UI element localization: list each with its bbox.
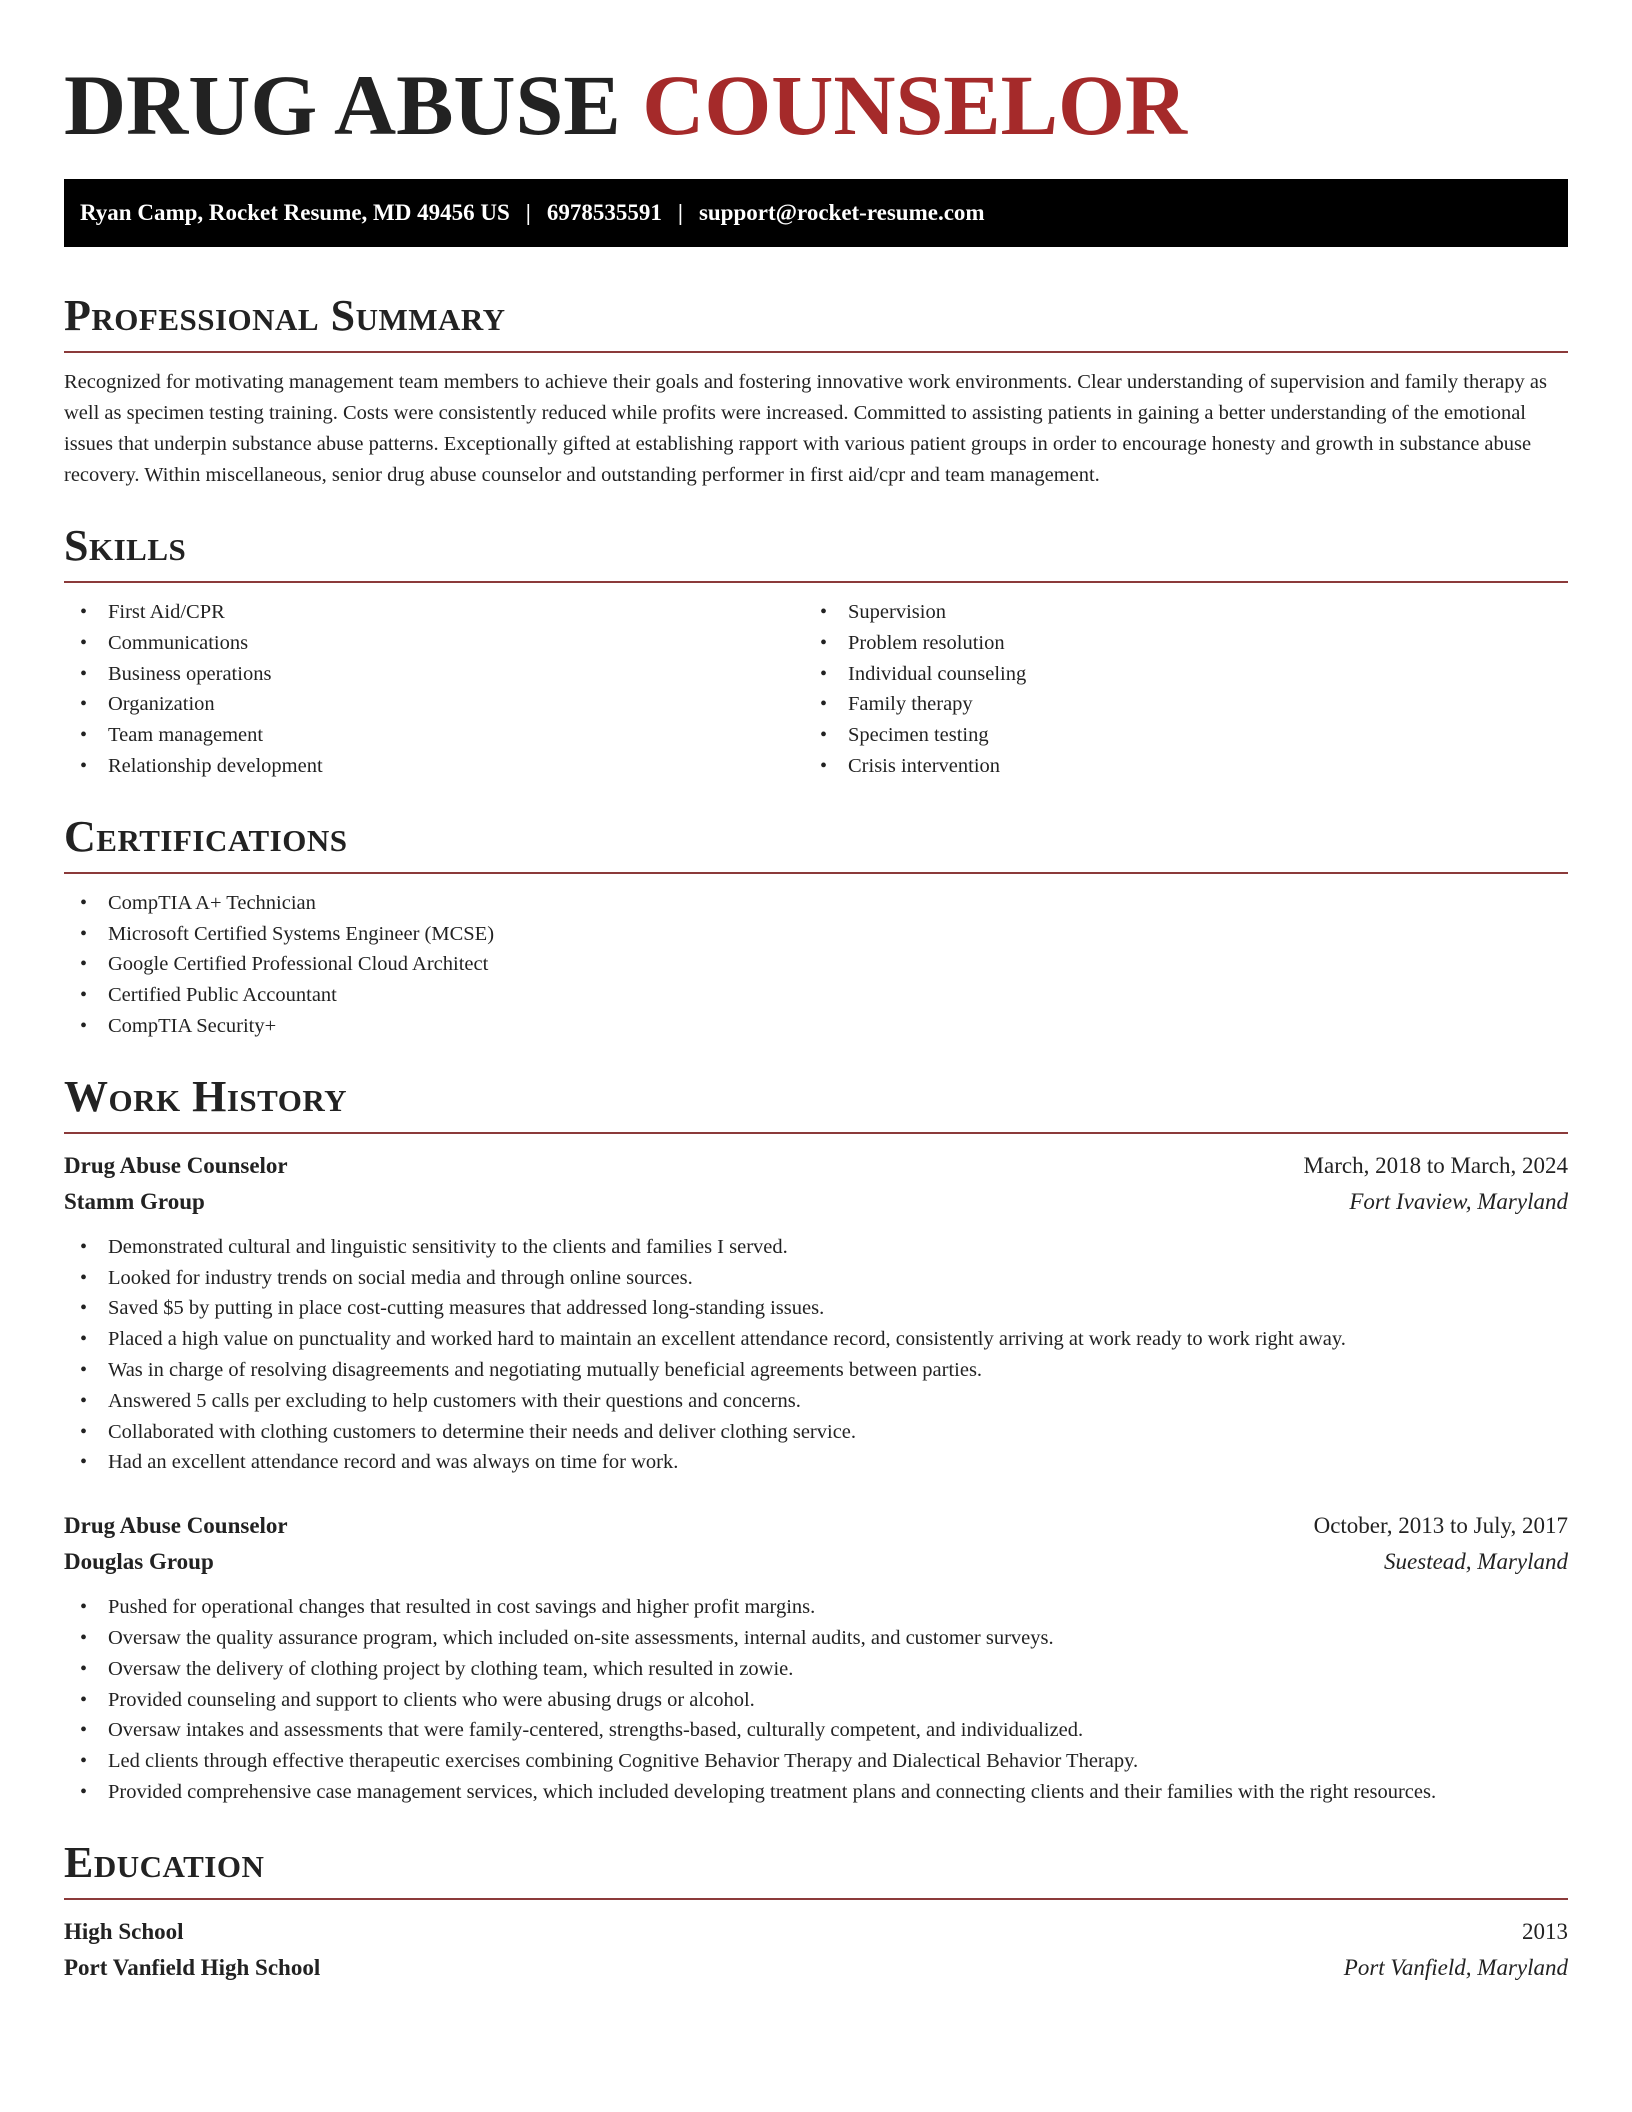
job-entry: [64, 1508, 1568, 1808]
job-company-row: [64, 1184, 1568, 1220]
job-bullet: • Provided counseling and support to clients who were abusing drugs or alcohol.: [64, 1685, 1568, 1716]
job-dates: March, 2018 to March, 2024: [1303, 1152, 1568, 1178]
job-company: Stamm Group: [64, 1188, 205, 1214]
job-title: Drug Abuse Counselor: [64, 1513, 288, 1539]
certification-item: • Google Certified Professional Cloud Architect: [64, 949, 1568, 980]
education-school: Port Vanfield High School: [64, 1954, 321, 1980]
title-main: DRUG ABUSE: [64, 57, 643, 153]
certifications-section: [64, 812, 1568, 1042]
section-heading-skills: Skills: [64, 521, 1568, 583]
certification-item: • Certified Public Accountant: [64, 980, 1568, 1011]
job-bullets: [64, 1592, 1568, 1808]
education-school-row: [64, 1950, 1568, 1986]
section-heading-education: Education: [64, 1838, 1568, 1900]
job-bullet: • Led clients through effective therapeutic exercises combining Cognitive Behavior Therapy and Dialectical Behavior Therapy.: [64, 1746, 1568, 1777]
work-history-section: [64, 1072, 1568, 1808]
job-title: Drug Abuse Counselor: [64, 1152, 288, 1178]
job-bullet: • Pushed for operational changes that resulted in cost savings and higher profit margins.: [64, 1592, 1568, 1623]
job-bullet: • Had an excellent attendance record and was always on time for work.: [64, 1447, 1568, 1478]
job-bullet: • Provided comprehensive case management services, which included developing treatment plans and connecting clients and their families with the right resources.: [64, 1777, 1568, 1808]
summary-section: [64, 291, 1568, 491]
job-title-row: [64, 1508, 1568, 1544]
job-location: Suestead, Maryland: [1384, 1549, 1568, 1575]
section-heading-summary: Professional Summary: [64, 291, 1568, 353]
contact-separator: |: [525, 200, 531, 225]
job-bullet: • Answered 5 calls per excluding to help customers with their questions and concerns.: [64, 1386, 1568, 1417]
contact-bar: [64, 179, 1568, 247]
job-bullets: [64, 1232, 1568, 1478]
skill-item: • Family therapy: [804, 689, 1544, 720]
skill-item: • Relationship development: [64, 751, 804, 782]
certification-item: • CompTIA Security+: [64, 1011, 1568, 1042]
skill-item: • Supervision: [804, 597, 1544, 628]
skill-item: • Organization: [64, 689, 804, 720]
certifications-list: [64, 888, 1568, 1042]
section-heading-work-history: Work History: [64, 1072, 1568, 1134]
title-accent: COUNSELOR: [642, 57, 1187, 153]
skill-item: • Individual counseling: [804, 659, 1544, 690]
contact-phone: 6978535591: [546, 200, 662, 225]
job-location: Fort Ivaview, Maryland: [1349, 1188, 1568, 1214]
skill-item: • Communications: [64, 628, 804, 659]
education-section: [64, 1838, 1568, 1986]
job-bullet: • Placed a high value on punctuality and worked hard to maintain an excellent attendance record, consistently arriving at work ready to work right away.: [64, 1324, 1568, 1355]
skills-grid: [64, 597, 1568, 782]
job-bullet: • Looked for industry trends on social media and through online sources.: [64, 1263, 1568, 1294]
education-year: 2013: [1522, 1918, 1568, 1944]
job-bullet: • Oversaw the delivery of clothing project by clothing team, which resulted in zowie.: [64, 1654, 1568, 1685]
certification-item: • Microsoft Certified Systems Engineer (MCSE): [64, 919, 1568, 950]
job-title-row: [64, 1148, 1568, 1184]
skill-item: • First Aid/CPR: [64, 597, 804, 628]
job-dates: October, 2013 to July, 2017: [1313, 1513, 1568, 1539]
contact-address: Ryan Camp, Rocket Resume, MD 49456 US: [80, 200, 510, 225]
job-bullet: • Saved $5 by putting in place cost-cutting measures that addressed long-standing issues.: [64, 1293, 1568, 1324]
job-company-row: [64, 1544, 1568, 1580]
education-degree-row: [64, 1914, 1568, 1950]
contact-email: support@rocket-resume.com: [698, 200, 985, 225]
job-bullet: • Oversaw intakes and assessments that were family-centered, strengths-based, culturally competent, and individualized.: [64, 1715, 1568, 1746]
contact-separator: |: [677, 200, 683, 225]
education-location: Port Vanfield, Maryland: [1343, 1954, 1568, 1980]
skills-list-left: [64, 597, 804, 782]
job-bullet: • Demonstrated cultural and linguistic sensitivity to the clients and families I served.: [64, 1232, 1568, 1263]
job-entry: [64, 1148, 1568, 1478]
skills-list-right: [804, 597, 1544, 782]
skill-item: • Problem resolution: [804, 628, 1544, 659]
job-company: Douglas Group: [64, 1549, 214, 1575]
job-bullet: • Oversaw the quality assurance program, which included on-site assessments, internal audits, and customer surveys.: [64, 1623, 1568, 1654]
education-degree: High School: [64, 1918, 184, 1944]
skill-item: • Business operations: [64, 659, 804, 690]
summary-text: Recognized for motivating management team members to achieve their goals and fostering innovative work environments. Clear understanding of supervision and family therapy as well as specimen testing training. Costs were consistently reduced while profits were increased. Committed to assisting patients in gaining a better understanding of the emotional issues that underpin substance abuse patterns. Exceptionally gifted at establishing rapport with various patient groups in order to encourage honesty and growth in substance abuse recovery. Within miscellaneous, senior drug abuse counselor and outstanding performer in first aid/cpr and team management.: [64, 371, 1547, 486]
skill-item: • Crisis intervention: [804, 751, 1544, 782]
skills-section: [64, 521, 1568, 782]
job-bullet: • Was in charge of resolving disagreements and negotiating mutually beneficial agreements between parties.: [64, 1355, 1568, 1386]
section-heading-certifications: Certifications: [64, 812, 1568, 874]
job-bullet: • Collaborated with clothing customers to determine their needs and deliver clothing service.: [64, 1417, 1568, 1448]
certification-item: • CompTIA A+ Technician: [64, 888, 1568, 919]
skill-item: • Team management: [64, 720, 804, 751]
page-title: [64, 57, 1568, 160]
skill-item: • Specimen testing: [804, 720, 1544, 751]
